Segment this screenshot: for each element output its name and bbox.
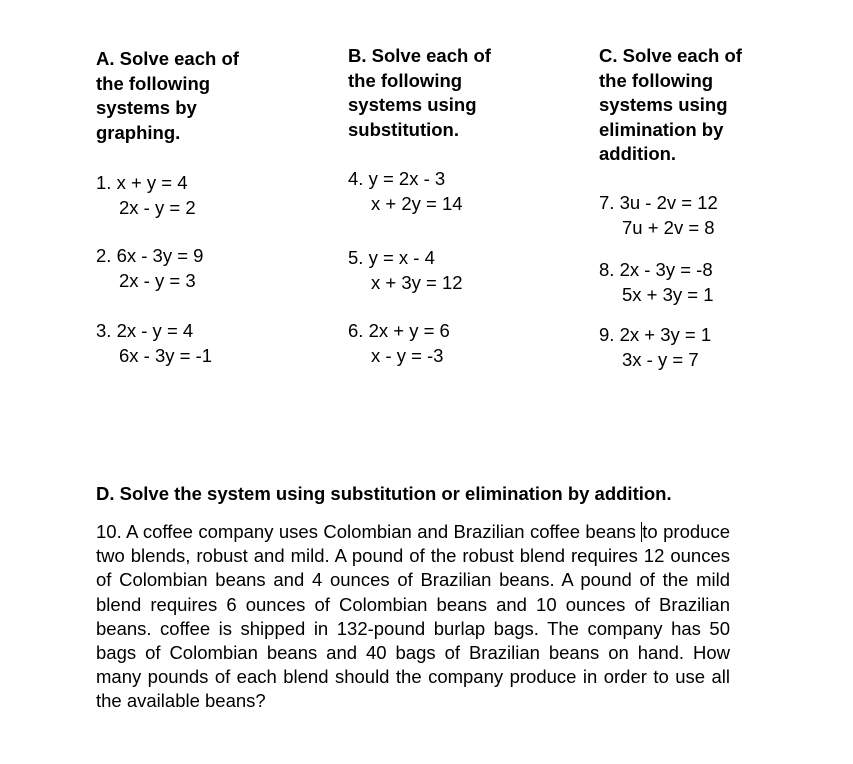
heading-line: substitution. bbox=[348, 118, 459, 140]
problem-1 bbox=[96, 170, 196, 220]
problem-8 bbox=[599, 257, 714, 307]
heading-line: systems using bbox=[599, 94, 728, 115]
heading-line: the following bbox=[599, 69, 714, 91]
problem-number: 3. bbox=[96, 320, 112, 341]
equation: 7u + 2v = 8 bbox=[622, 217, 715, 238]
equation: 6x - 3y = 9 bbox=[116, 245, 204, 266]
equation: 2x - y = 2 bbox=[119, 197, 196, 218]
problem-9 bbox=[599, 322, 711, 372]
heading-line: the following bbox=[348, 69, 463, 91]
word-problem-10 bbox=[96, 520, 730, 714]
problem-number: 7. bbox=[599, 192, 615, 213]
section-c-heading bbox=[599, 44, 789, 167]
problem-text: to produce two blends, robust and mild. A pound of the robust blend requires 12 ounces of Colombian beans and 4 ounces of Brazilian beans. A pound of the mild blend requires 6 ounces of Colombian beans and 10 ounces of Brazilian beans. coffee is shipped in 132-pound burlap bags. The company has 50 bags of Colombian beans and 40 bags of Brazilian beans on hand. How many pounds of each blend should the company produce in order to use all the available beans? bbox=[96, 521, 730, 712]
problem-6 bbox=[348, 318, 450, 368]
problem-2 bbox=[96, 243, 203, 293]
section-a-heading bbox=[96, 47, 286, 145]
heading-line: systems by bbox=[96, 97, 197, 118]
problem-number: 4. bbox=[348, 168, 364, 189]
equation: y = x - 4 bbox=[368, 247, 435, 268]
equation: y = 2x - 3 bbox=[368, 168, 446, 189]
heading-line: graphing. bbox=[96, 121, 181, 143]
equation: 2x - y = 4 bbox=[116, 320, 194, 341]
problem-number: 6. bbox=[348, 320, 364, 341]
problem-3 bbox=[96, 318, 212, 368]
problem-number: 2. bbox=[96, 245, 112, 266]
heading-line: the following bbox=[96, 72, 211, 94]
problem-5 bbox=[348, 245, 463, 295]
equation: 2x - y = 3 bbox=[119, 270, 196, 291]
heading-line: systems using bbox=[348, 94, 477, 115]
equation: 2x + y = 6 bbox=[368, 320, 450, 341]
problem-7 bbox=[599, 190, 718, 240]
section-b-heading bbox=[348, 44, 538, 142]
equation: 3x - y = 7 bbox=[622, 349, 699, 370]
equation: x + 3y = 12 bbox=[371, 272, 463, 293]
equation: x + 2y = 14 bbox=[371, 193, 463, 214]
equation: 6x - 3y = -1 bbox=[119, 345, 213, 366]
heading-line: addition. bbox=[599, 143, 677, 164]
problem-number: 10. bbox=[96, 521, 122, 542]
heading-line: B. Solve each of bbox=[348, 45, 491, 66]
heading-line: elimination by bbox=[599, 118, 724, 140]
problem-text-first-line: A coffee company uses Colombian and Brazilian coffee beans bbox=[126, 521, 636, 542]
equation: 2x + 3y = 1 bbox=[619, 324, 712, 345]
equation: 5x + 3y = 1 bbox=[622, 284, 714, 305]
equation: x + y = 4 bbox=[116, 172, 188, 193]
problem-number: 1. bbox=[96, 172, 112, 193]
equation: x - y = -3 bbox=[371, 345, 444, 366]
heading-line: A. Solve each of bbox=[96, 48, 239, 69]
problem-number: 8. bbox=[599, 259, 615, 280]
equation: 2x - 3y = -8 bbox=[619, 259, 713, 280]
heading-line: C. Solve each of bbox=[599, 45, 742, 66]
problem-number: 9. bbox=[599, 324, 615, 345]
problem-number: 5. bbox=[348, 247, 364, 268]
equation: 3u - 2v = 12 bbox=[619, 192, 718, 213]
section-d-heading: D. Solve the system using substitution or elimination by addition. bbox=[96, 483, 672, 504]
problem-4 bbox=[348, 166, 463, 216]
